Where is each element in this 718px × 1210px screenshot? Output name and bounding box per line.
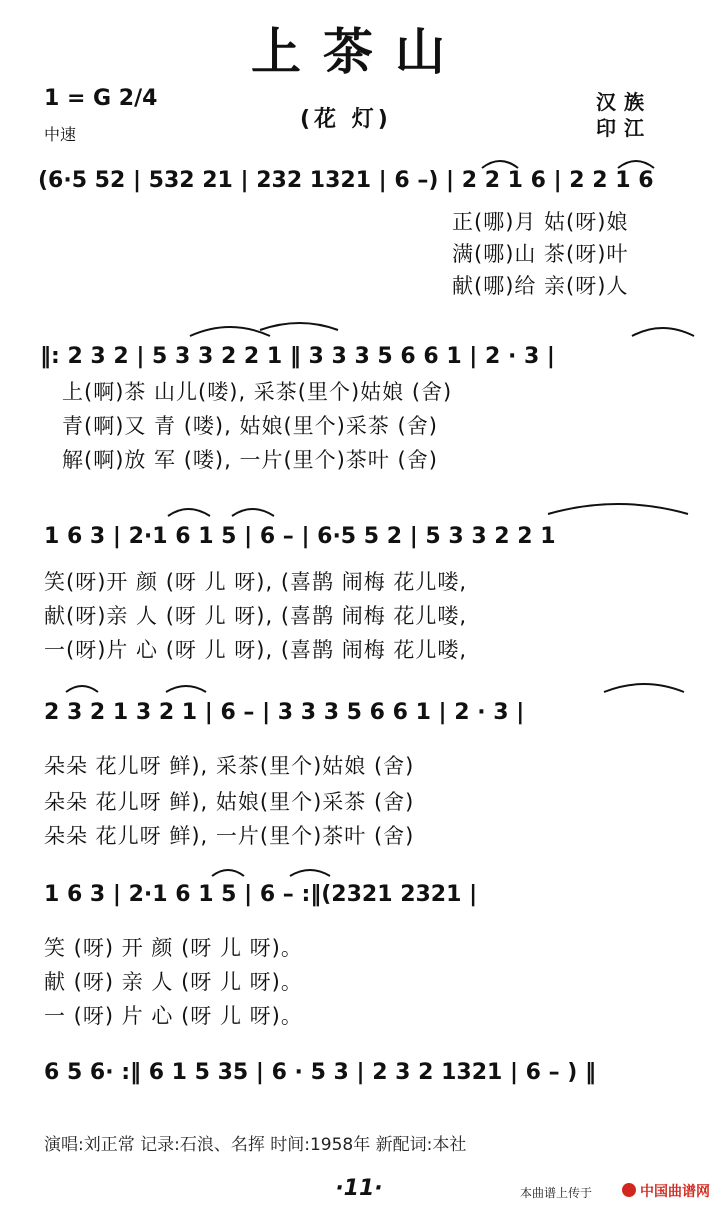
lyric-4-verse-2: 朵朵 花儿呀 鲜), 姑娘(里个)采茶 (舍) — [44, 790, 415, 814]
lyric-2-verse-1: 上(啊)茶 山儿(喽), 采茶(里个)姑娘 (舍) — [62, 380, 453, 404]
lyric-4-verse-1: 朵朵 花儿呀 鲜), 采茶(里个)姑娘 (舍) — [44, 754, 415, 778]
lyric-5-verse-1: 笑 (呀) 开 颜 (呀 儿 呀)。 — [44, 936, 303, 960]
origin-region: 印江 — [596, 116, 652, 140]
lyric-4-verse-3: 朵朵 花儿呀 鲜), 一片(里个)茶叶 (舍) — [44, 824, 415, 848]
lyric-2-verse-2: 青(啊)又 青 (喽), 姑娘(里个)采茶 (舍) — [62, 414, 438, 438]
lyric-1-verse-2: 满(哪)山 茶(呀)叶 — [452, 242, 629, 266]
lyric-3-verse-3: 一(呀)片 心 (呀 儿 呀), (喜鹊 闹梅 花儿喽, — [44, 638, 468, 662]
notation-line-1: (6·5 52 | 532 21 | 232 1321 | 6 –) | 2 2 1 6 | 2 2 1 6 — [38, 168, 654, 193]
tempo-marking: 中速 — [44, 125, 77, 144]
lyric-5-verse-2: 献 (呀) 亲 人 (呀 儿 呀)。 — [44, 970, 303, 994]
lyric-2-verse-3: 解(啊)放 军 (喽), 一片(里个)茶叶 (舍) — [62, 448, 438, 472]
brand-name: 中国曲谱网 — [640, 1184, 710, 1200]
key-signature: 1 = G 2/4 — [44, 86, 158, 111]
credit-line: 演唱:刘正常 记录:石浪、名挥 时间:1958年 新配词:本社 — [44, 1135, 467, 1155]
notation-line-2: ‖: 2 3 2 | 5 3 3 2 2 1 ‖ 3 3 3 5 6 6 1 | 2 · 3 | — [40, 344, 555, 369]
lyric-1-verse-1: 正(哪)月 姑(呀)娘 — [452, 210, 629, 234]
notation-line-4: 2 3 2 1 3 2 1 | 6 – | 3 3 3 5 6 6 1 | 2 · 3 | — [44, 700, 525, 725]
notation-line-3: 1 6 3 | 2·1 6 1 5 | 6 – | 6·5 5 2 | 5 3 3 2 2 1 — [44, 524, 556, 549]
notation-line-5: 1 6 3 | 2·1 6 1 5 | 6 – :‖(2321 2321 | — [44, 882, 478, 907]
origin-ethnicity: 汉族 — [596, 90, 652, 114]
song-subtitle: (花 灯) — [300, 107, 392, 132]
lyric-1-verse-3: 献(哪)给 亲(呀)人 — [452, 274, 629, 298]
lyric-5-verse-3: 一 (呀) 片 心 (呀 儿 呀)。 — [44, 1004, 303, 1028]
lyric-3-verse-2: 献(呀)亲 人 (呀 儿 呀), (喜鹊 闹梅 花儿喽, — [44, 604, 468, 628]
song-title: 上茶山 — [251, 23, 467, 81]
page-number: ·11· — [335, 1176, 383, 1201]
upload-note: 本曲谱上传于 — [520, 1186, 593, 1200]
notation-line-6: 6 5 6· :‖ 6 1 5 35 | 6 · 5 3 | 2 3 2 1321 | 6 – ) ‖ — [44, 1060, 597, 1085]
lyric-3-verse-1: 笑(呀)开 颜 (呀 儿 呀), (喜鹊 闹梅 花儿喽, — [44, 570, 468, 594]
brand-logo-icon — [622, 1183, 636, 1197]
